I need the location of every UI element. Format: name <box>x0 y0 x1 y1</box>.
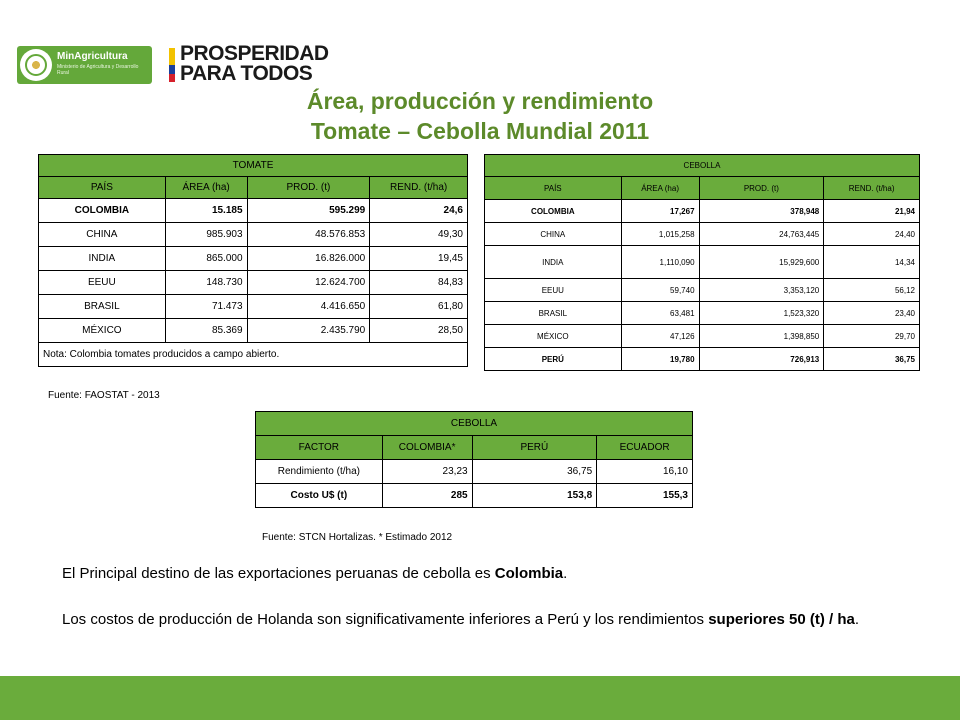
table-row <box>485 246 920 279</box>
table-cell: 85.369 <box>165 319 247 343</box>
table-cell: EEUU <box>485 279 622 302</box>
tomate-table <box>38 154 468 367</box>
table-cell: MÉXICO <box>485 325 622 348</box>
table-cell: 865.000 <box>165 247 247 271</box>
table-cell: CHINA <box>39 223 166 247</box>
prosperidad-logo-line2: PARA TODOS <box>180 62 313 85</box>
cebolla-factor-col-header: ECUADOR <box>597 436 693 460</box>
table-cell: Costo U$ (t) <box>256 484 383 508</box>
table-cell: 3,353,120 <box>699 279 824 302</box>
table-cell: 378,948 <box>699 200 824 223</box>
tomate-col-header: REND. (t/ha) <box>370 177 468 199</box>
table-cell: 595.299 <box>247 199 370 223</box>
table-cell: BRASIL <box>39 295 166 319</box>
table-cell: 21,94 <box>824 200 920 223</box>
table-cell: 71.473 <box>165 295 247 319</box>
table-cell: 36,75 <box>472 460 597 484</box>
coat-of-arms-icon <box>20 49 52 81</box>
table-cell: 23,40 <box>824 302 920 325</box>
table-cell: EEUU <box>39 271 166 295</box>
table-cell: 1,110,090 <box>621 246 699 279</box>
table-cell: Rendimiento (t/ha) <box>256 460 383 484</box>
table-cell: 19,780 <box>621 348 699 371</box>
table-cell: 14,34 <box>824 246 920 279</box>
source-faostat: Fuente: FAOSTAT - 2013 <box>48 390 160 401</box>
table-cell: 985.903 <box>165 223 247 247</box>
table-cell: 1,398,850 <box>699 325 824 348</box>
table-row <box>256 460 693 484</box>
cebolla-factor-col-header: PERÚ <box>472 436 597 460</box>
table-cell: 24,40 <box>824 223 920 246</box>
page-title <box>0 86 960 146</box>
table-cell: 16,10 <box>597 460 693 484</box>
table-cell: 59,740 <box>621 279 699 302</box>
table-cell: 84,83 <box>370 271 468 295</box>
table-cell: 24,6 <box>370 199 468 223</box>
cebolla-world-col-header: PAÍS <box>485 177 622 200</box>
paragraph-destino <box>62 564 920 583</box>
table-cell: COLOMBIA <box>485 200 622 223</box>
cebolla-world-table-title: CEBOLLA <box>485 155 920 177</box>
prosperidad-logo <box>180 44 329 84</box>
table-row <box>39 319 468 343</box>
table-cell: 28,50 <box>370 319 468 343</box>
table-cell: PERÚ <box>485 348 622 371</box>
table-row <box>39 295 468 319</box>
table-cell: 2.435.790 <box>247 319 370 343</box>
source-stcn: Fuente: STCN Hortalizas. * Estimado 2012 <box>262 532 453 543</box>
table-cell: 12.624.700 <box>247 271 370 295</box>
cebolla-factor-table <box>255 411 693 508</box>
paragraph-end: . <box>854 611 860 628</box>
table-cell: 155,3 <box>597 484 693 508</box>
table-cell: 1,015,258 <box>621 223 699 246</box>
tomate-table-title: TOMATE <box>39 155 468 177</box>
table-cell: INDIA <box>39 247 166 271</box>
table-row <box>485 223 920 246</box>
table-cell: 24,763,445 <box>699 223 824 246</box>
table-row <box>485 348 920 371</box>
cebolla-factor-table-title: CEBOLLA <box>256 412 693 436</box>
table-cell: 17,267 <box>621 200 699 223</box>
table-cell: 15,929,600 <box>699 246 824 279</box>
table-cell: 48.576.853 <box>247 223 370 247</box>
table-cell: 285 <box>382 484 472 508</box>
paragraph-text: El Principal destino de las exportaciones peruanas de cebolla es <box>62 565 495 582</box>
table-cell: CHINA <box>485 223 622 246</box>
table-cell: 29,70 <box>824 325 920 348</box>
cebolla-world-col-header: REND. (t/ha) <box>824 177 920 200</box>
table-cell: 61,80 <box>370 295 468 319</box>
tomate-col-header: PROD. (t) <box>247 177 370 199</box>
cebolla-factor-col-header: COLOMBIA* <box>382 436 472 460</box>
table-row <box>485 325 920 348</box>
table-cell: 16.826.000 <box>247 247 370 271</box>
minagricultura-logo-title: MinAgricultura <box>57 51 128 62</box>
title-line-1: Área, producción y rendimiento <box>306 88 654 114</box>
tomate-col-header: ÁREA (ha) <box>165 177 247 199</box>
table-cell: 47,126 <box>621 325 699 348</box>
paragraph-bold: superiores 50 (t) / ha <box>708 611 855 628</box>
table-cell: 63,481 <box>621 302 699 325</box>
table-cell: 49,30 <box>370 223 468 247</box>
minagricultura-logo-subtitle: Ministerio de Agricultura y Desarrollo Rural <box>57 64 139 76</box>
table-row <box>39 271 468 295</box>
table-cell: MÉXICO <box>39 319 166 343</box>
colombia-flag-icon <box>169 48 175 82</box>
table-cell: 4.416.650 <box>247 295 370 319</box>
table-cell: 15.185 <box>165 199 247 223</box>
cebolla-world-col-header: PROD. (t) <box>699 177 824 200</box>
table-cell: 1,523,320 <box>699 302 824 325</box>
table-row <box>39 247 468 271</box>
table-cell: 148.730 <box>165 271 247 295</box>
table-cell: COLOMBIA <box>39 199 166 223</box>
title-line-2: Tomate – Cebolla Mundial 2011 <box>310 118 650 144</box>
paragraph-end: . <box>563 565 568 582</box>
table-cell: 726,913 <box>699 348 824 371</box>
cebolla-world-col-header: ÁREA (ha) <box>621 177 699 200</box>
table-cell: 36,75 <box>824 348 920 371</box>
table-row <box>39 199 468 223</box>
table-row <box>39 223 468 247</box>
footer-bar <box>0 676 960 720</box>
table-cell: 56,12 <box>824 279 920 302</box>
table-row <box>485 200 920 223</box>
cebolla-world-table <box>484 154 920 371</box>
table-cell: INDIA <box>485 246 622 279</box>
table-cell: BRASIL <box>485 302 622 325</box>
prosperidad-logo-line1: PROSPERIDAD <box>180 42 329 65</box>
table-cell: 19,45 <box>370 247 468 271</box>
cebolla-factor-col-header: FACTOR <box>256 436 383 460</box>
table-row <box>485 302 920 325</box>
paragraph-costos <box>62 610 920 629</box>
paragraph-text: Los costos de producción de Holanda son significativamente inferiores a Perú y los rendimientos <box>62 611 709 628</box>
minagricultura-logo <box>17 46 152 84</box>
table-cell: 23,23 <box>382 460 472 484</box>
table-row <box>485 279 920 302</box>
table-cell: 153,8 <box>472 484 597 508</box>
tomate-note: Nota: Colombia tomates producidos a campo abierto. <box>39 343 468 367</box>
paragraph-bold: Colombia <box>494 565 564 582</box>
table-row <box>256 484 693 508</box>
tomate-col-header: PAÍS <box>39 177 166 199</box>
